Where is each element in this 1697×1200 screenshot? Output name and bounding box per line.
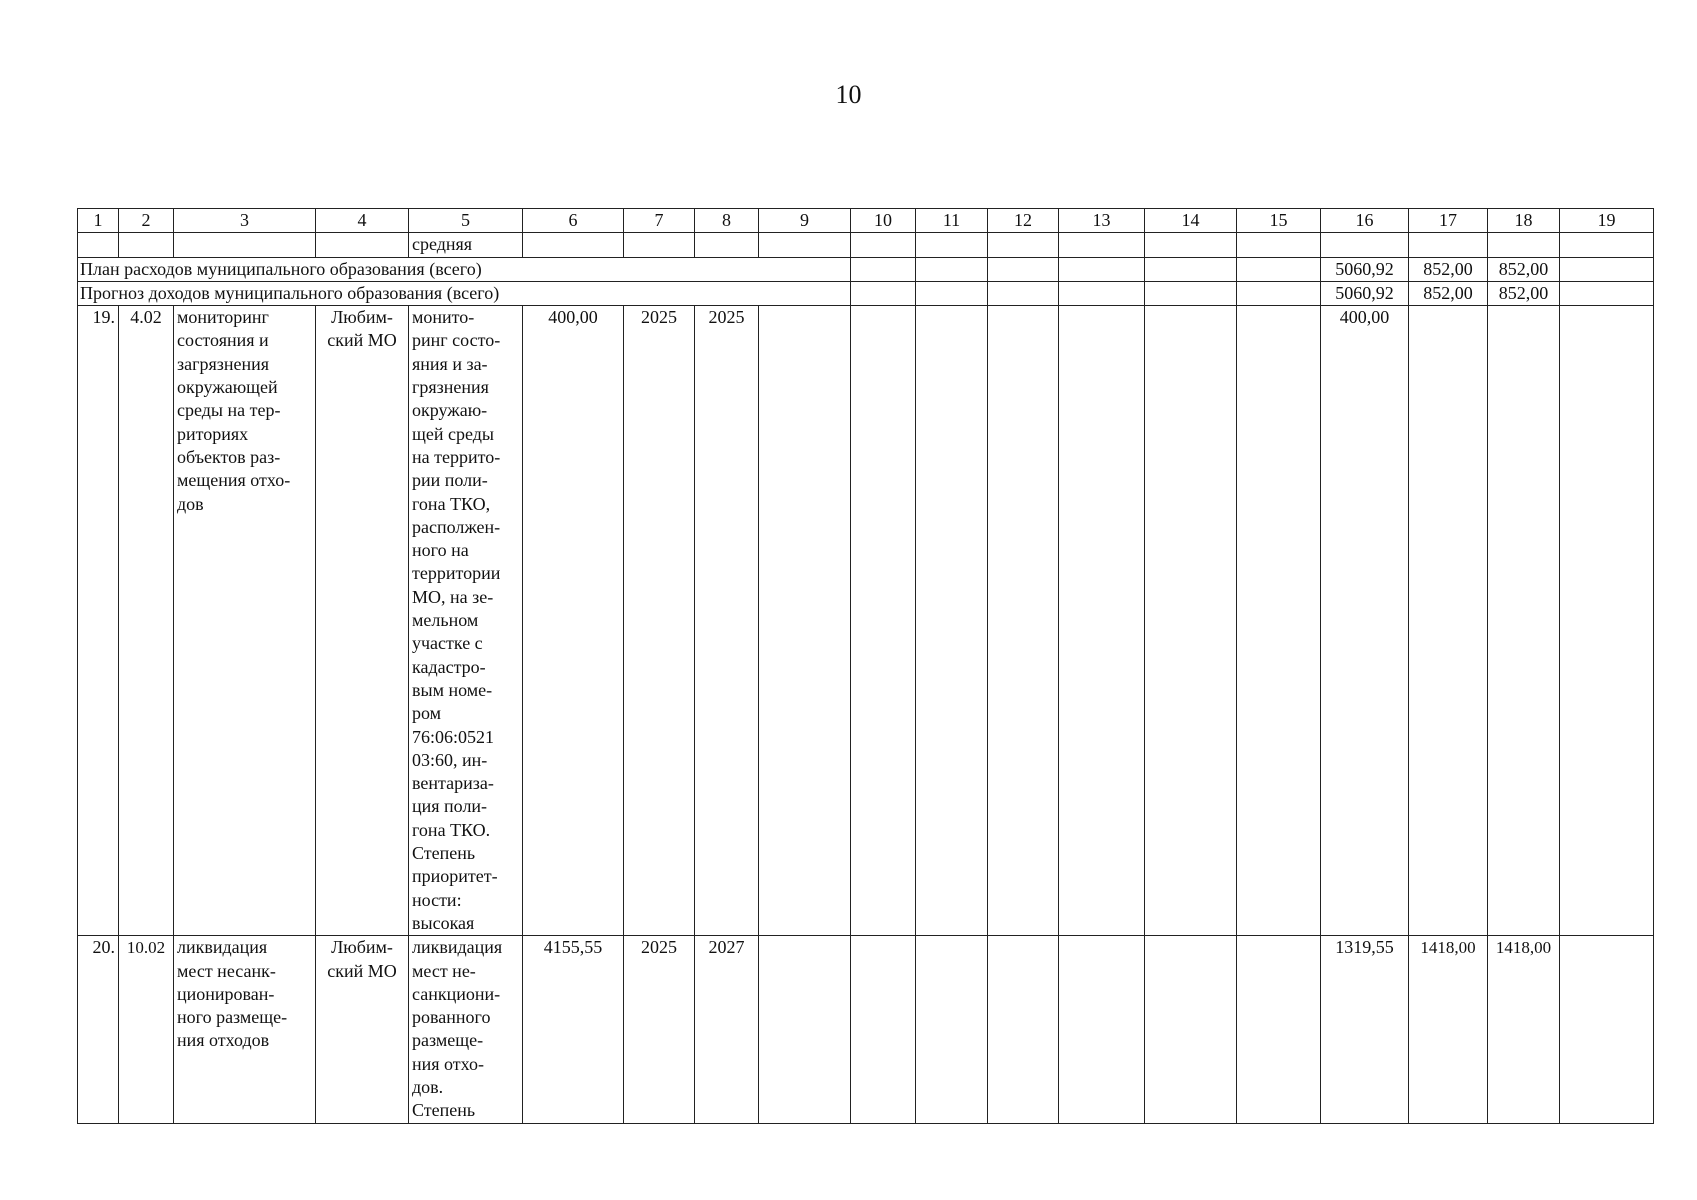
- col18-value: [1488, 306, 1560, 936]
- page-number: 10: [835, 80, 862, 109]
- end-year: 2027: [695, 936, 759, 1123]
- forecast-income-col16: 5060,92: [1321, 281, 1409, 305]
- table-row: [78, 936, 1654, 1123]
- plan-expenses-col17: 852,00: [1409, 257, 1488, 281]
- col-header-12: 12: [988, 209, 1059, 233]
- forecast-income-row: [78, 281, 1654, 305]
- row-number: 19.: [78, 306, 119, 936]
- continuation-text: средняя: [409, 233, 523, 257]
- measure-description: ликвидация мест не- санкциони- рованного размеще- ния отхо- дов. Степень: [409, 936, 523, 1123]
- measure-name: ликвидация мест несанк- ционирован- ного размеще- ния отходов: [174, 936, 316, 1123]
- col-header-18: 18: [1488, 209, 1560, 233]
- col18-value: 1418,00: [1488, 936, 1560, 1123]
- measure-code: 4.02: [119, 306, 174, 936]
- col-header-6: 6: [523, 209, 624, 233]
- plan-expenses-col16: 5060,92: [1321, 257, 1409, 281]
- col-header-17: 17: [1409, 209, 1488, 233]
- col-header-10: 10: [851, 209, 916, 233]
- col-header-4: 4: [316, 209, 409, 233]
- plan-expenses-label: План расходов муниципального образования (всего): [78, 257, 851, 281]
- col-header-1: 1: [78, 209, 119, 233]
- col-header-5: 5: [409, 209, 523, 233]
- measure-description: монито- ринг состо- яния и за- грязнения окружаю- щей среды на террито- рии поли- гона ТКО, располжен- ного на территории МО, на зе- мельном участке с кадастро- вым номе- ром 76:06:0521 03:60, ин- вентариза- ция поли- гона ТКО. Степень приоритет- ности: высокая: [409, 306, 523, 936]
- col-header-13: 13: [1059, 209, 1145, 233]
- plan-expenses-row: [78, 257, 1654, 281]
- col17-value: [1409, 306, 1488, 936]
- measure-code: 10.02: [119, 936, 174, 1123]
- col-header-14: 14: [1145, 209, 1237, 233]
- forecast-income-col17: 852,00: [1409, 281, 1488, 305]
- col-header-19: 19: [1560, 209, 1654, 233]
- total-cost: 4155,55: [523, 936, 624, 1123]
- start-year: 2025: [624, 936, 695, 1123]
- municipality: Любим- ский МО: [316, 306, 409, 936]
- col16-value: 1319,55: [1321, 936, 1409, 1123]
- municipality: Любим- ский МО: [316, 936, 409, 1123]
- col-header-11: 11: [916, 209, 988, 233]
- forecast-income-col18: 852,00: [1488, 281, 1560, 305]
- table-row: [78, 306, 1654, 936]
- end-year: 2025: [695, 306, 759, 936]
- col-header-16: 16: [1321, 209, 1409, 233]
- col17-value: 1418,00: [1409, 936, 1488, 1123]
- col-header-15: 15: [1237, 209, 1321, 233]
- col-header-9: 9: [759, 209, 851, 233]
- col-header-2: 2: [119, 209, 174, 233]
- row-number: 20.: [78, 936, 119, 1123]
- column-number-row: [78, 209, 1654, 233]
- col-header-8: 8: [695, 209, 759, 233]
- measure-name: мониторинг состояния и загрязнения окружающей среды на тер- риториях объектов раз- мещения отхо- дов: [174, 306, 316, 936]
- program-table: [77, 208, 1654, 1124]
- col-header-7: 7: [624, 209, 695, 233]
- total-cost: 400,00: [523, 306, 624, 936]
- start-year: 2025: [624, 306, 695, 936]
- col16-value: 400,00: [1321, 306, 1409, 936]
- col-header-3: 3: [174, 209, 316, 233]
- continuation-row: [78, 233, 1654, 257]
- plan-expenses-col18: 852,00: [1488, 257, 1560, 281]
- forecast-income-label: Прогноз доходов муниципального образования (всего): [78, 281, 851, 305]
